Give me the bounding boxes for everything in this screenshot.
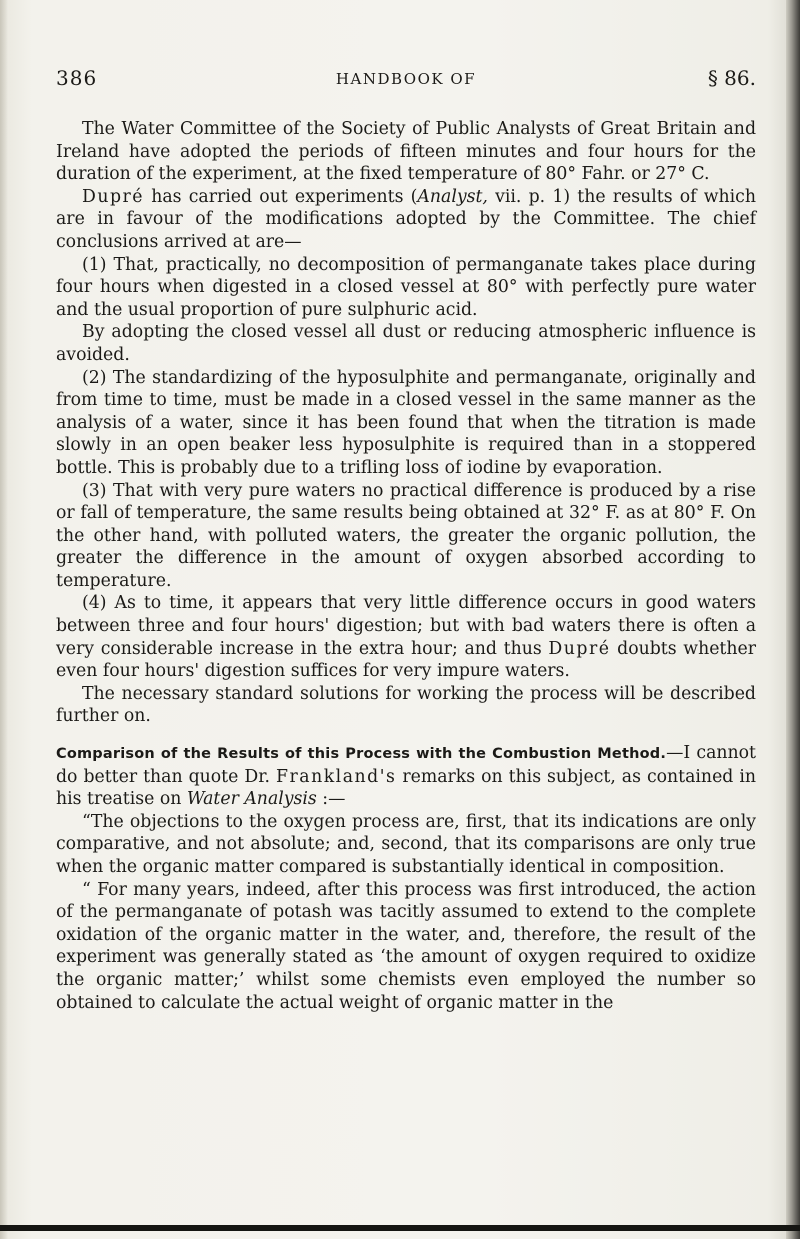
- running-title: HANDBOOK OF: [335, 70, 477, 88]
- paragraph-quote-history: “ For many years, indeed, after this process was first introduced, the action of the permanganate of potash was tacitly assumed to extend to the complete oxidation of the organic matter in the water, and, therefore, the result of the experiment was generally stated as ‘the amount of oxygen required to oxidize the organic matter;’ whilst some chemists even employed the number so obtained to calculate the actual weight of organic matter in the: [56, 879, 756, 1013]
- bottom-edge-rule: [0, 1225, 800, 1231]
- section-reference: § 86.: [707, 66, 756, 90]
- paragraph-conclusion-4: (4) As to time, it appears that very little difference occurs in good waters between three and four hours' digestion; but with bad waters there is often a very considerable increase in the extra hour; and thus Dupré doubts whether even four hours' digestion suffices for very impure waters.: [56, 593, 756, 682]
- paragraph-comparison: Comparison of the Results of this Process with the Combustion Method.—I cannot do better than quote Dr. Frankland's remarks on this subject, as contained in his treatise on Water Analysis :—: [56, 743, 756, 810]
- paragraph-committee: The Water Committee of the Society of Public Analysts of Great Britain and Ireland have adopted the periods of fifteen minutes and four hours for the duration of the experiment, at the fixed temperature of 80° Fahr. or 27° C.: [56, 119, 756, 185]
- section-run-in-heading: Comparison of the Results of this Process with the Combustion Method.: [56, 746, 667, 763]
- paragraph-standard-solutions: The necessary standard solutions for working the process will be described further on.: [56, 683, 756, 727]
- person-name: Dupré: [82, 186, 145, 207]
- page-header: [56, 66, 756, 106]
- citation: Analyst,: [417, 186, 488, 207]
- paragraph-conclusion-3: (3) That with very pure waters no practical difference is produced by a rise or fall of temperature, the same results being obtained at 32° F. as at 80° F. On the other hand, with polluted waters, the greater the organic pollution, the greater the difference in the amount of oxygen absorbed according to temperature.: [56, 480, 756, 591]
- person-name: Dupré: [548, 638, 611, 659]
- paragraph-quote-objections: “The objections to the oxygen process are, first, that its indications are only comparative, and not absolute; and, second, that its comparisons are only true when the organic matter compared is substantially identical in composition.: [56, 811, 756, 877]
- paragraph-dupre-experiments: Dupré has carried out experiments (Analyst, vii. p. 1) the results of which are in favour of the modifications adopted by the Committee. The chief conclusions arrived at are—: [56, 186, 756, 252]
- book-spine-shadow: [786, 0, 800, 1239]
- page-body: [56, 118, 756, 1014]
- paragraph-conclusion-2: (2) The standardizing of the hyposulphite and permanganate, originally and from time to time, must be made in a closed vessel in the same manner as the analysis of a water, since it has been found that when the titration is made slowly in an open beaker less hyposulphite is required than in a stoppered bottle. This is probably due to a trifling loss of iodine by evaporation.: [56, 367, 756, 478]
- page-left-edge: [0, 0, 8, 1239]
- page-number: 386: [56, 66, 98, 90]
- citation: Water Analysis: [186, 789, 317, 810]
- person-name: Frankland's: [276, 766, 397, 787]
- paragraph-closed-vessel: By adopting the closed vessel all dust or reducing atmospheric influence is avoided.: [56, 322, 756, 365]
- paragraph-conclusion-1: (1) That, practically, no decomposition of permanganate takes place during four hours when digested in a closed vessel at 80° with perfectly pure water and the usual proportion of pure sulphuric acid.: [56, 254, 756, 320]
